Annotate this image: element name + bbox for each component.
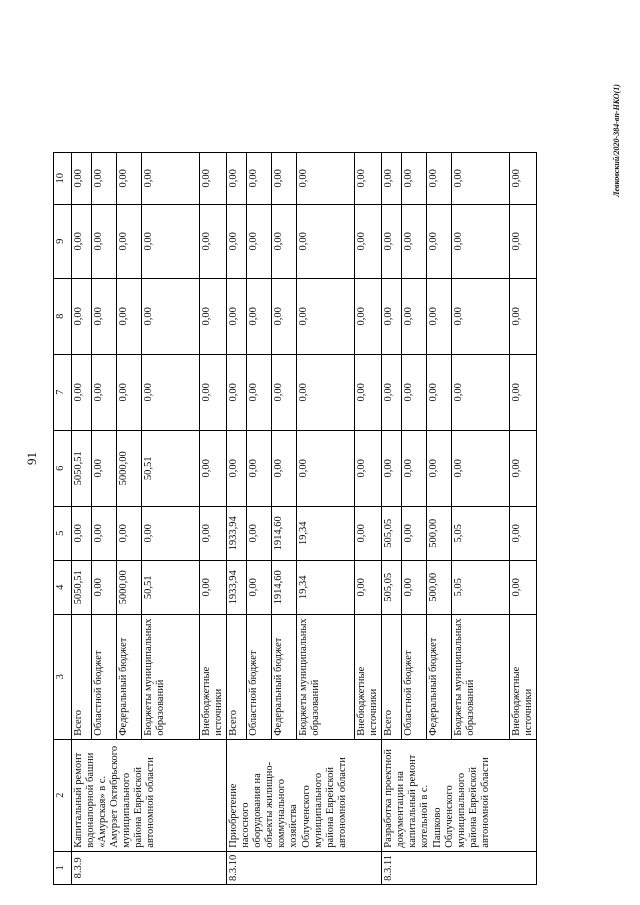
amount-cell: 0,00 [452, 204, 510, 278]
activity-name: Приобретение насосного оборудования на объекты жилищно-коммунального хозяйства Облученского муниципального района Еврейской автономной области [227, 739, 382, 851]
amount-cell: 0,00 [355, 152, 382, 204]
amount-cell: 0,00 [227, 354, 247, 430]
amount-cell: 0,00 [510, 152, 537, 204]
amount-cell: 0,00 [297, 430, 355, 506]
amount-cell: 0,00 [402, 560, 427, 614]
amount-cell: 50,51 [142, 560, 200, 614]
page-number: 91 [24, 452, 39, 465]
funding-source: Федеральный бюджет [117, 614, 142, 739]
col-header: 8 [54, 278, 72, 354]
amount-cell: 0,00 [427, 152, 452, 204]
amount-cell: 0,00 [200, 430, 227, 506]
col-header: 1 [54, 851, 72, 884]
amount-cell: 0,00 [355, 506, 382, 560]
amount-cell: 0,00 [200, 204, 227, 278]
row-code: 8.3.9 [72, 851, 227, 884]
amount-cell: 0,00 [382, 152, 402, 204]
amount-cell: 0,00 [402, 204, 427, 278]
amount-cell: 0,00 [142, 152, 200, 204]
amount-cell: 0,00 [247, 506, 272, 560]
amount-cell: 0,00 [355, 354, 382, 430]
funding-source: Внебюджетные источники [510, 614, 537, 739]
amount-cell: 0,00 [272, 430, 297, 506]
amount-cell: 19,34 [297, 506, 355, 560]
document-footer-code: Левковский/2020-384-вп-НКО(1) [612, 84, 621, 197]
amount-cell: 0,00 [247, 430, 272, 506]
col-header: 2 [54, 739, 72, 851]
amount-cell: 0,00 [272, 152, 297, 204]
amount-cell: 0,00 [297, 354, 355, 430]
table-row [227, 152, 247, 884]
amount-cell: 0,00 [427, 430, 452, 506]
funding-source: Областной бюджет [247, 614, 272, 739]
amount-cell: 0,00 [142, 278, 200, 354]
amount-cell: 5050,51 [72, 430, 92, 506]
amount-cell: 1914,60 [272, 560, 297, 614]
amount-cell: 0,00 [92, 560, 117, 614]
amount-cell: 0,00 [402, 278, 427, 354]
amount-cell: 0,00 [72, 506, 92, 560]
amount-cell: 0,00 [227, 278, 247, 354]
amount-cell: 0,00 [200, 560, 227, 614]
amount-cell: 0,00 [142, 354, 200, 430]
amount-cell: 0,00 [117, 278, 142, 354]
amount-cell: 0,00 [427, 278, 452, 354]
amount-cell: 0,00 [402, 506, 427, 560]
amount-cell: 0,00 [402, 152, 427, 204]
amount-cell: 0,00 [247, 152, 272, 204]
col-header: 10 [54, 152, 72, 204]
amount-cell: 0,00 [117, 354, 142, 430]
amount-cell: 0,00 [452, 430, 510, 506]
amount-cell: 5,05 [452, 506, 510, 560]
amount-cell: 0,00 [200, 506, 227, 560]
funding-table [53, 152, 537, 885]
col-header: 9 [54, 204, 72, 278]
amount-cell: 0,00 [247, 560, 272, 614]
row-code: 8.3.11 [382, 851, 537, 884]
amount-cell: 0,00 [142, 204, 200, 278]
amount-cell: 0,00 [72, 354, 92, 430]
funding-source: Внебюджетные источники [355, 614, 382, 739]
funding-source: Областной бюджет [402, 614, 427, 739]
amount-cell: 0,00 [355, 204, 382, 278]
col-header: 3 [54, 614, 72, 739]
amount-cell: 0,00 [200, 278, 227, 354]
funding-source: Федеральный бюджет [427, 614, 452, 739]
amount-cell: 0,00 [297, 278, 355, 354]
amount-cell: 5050,51 [72, 560, 92, 614]
amount-cell: 0,00 [247, 278, 272, 354]
amount-cell: 0,00 [227, 430, 247, 506]
amount-cell: 0,00 [382, 354, 402, 430]
amount-cell: 0,00 [272, 204, 297, 278]
amount-cell: 1933,94 [227, 506, 247, 560]
amount-cell: 0,00 [92, 204, 117, 278]
amount-cell: 500,00 [427, 560, 452, 614]
table-row [72, 152, 92, 884]
col-header: 7 [54, 354, 72, 430]
row-code: 8.3.10 [227, 851, 382, 884]
amount-cell: 0,00 [200, 152, 227, 204]
amount-cell: 0,00 [92, 506, 117, 560]
amount-cell: 0,00 [510, 506, 537, 560]
amount-cell: 0,00 [402, 430, 427, 506]
activity-name: Разработка проектной документации на капитальный ремонт котельной в с. Пашково Облученского муниципального района Еврейской автономной области [382, 739, 537, 851]
amount-cell: 0,00 [452, 354, 510, 430]
amount-cell: 0,00 [452, 278, 510, 354]
funding-source: Бюджеты муниципальных образований [297, 614, 355, 739]
amount-cell: 0,00 [452, 152, 510, 204]
funding-source: Всего [382, 614, 402, 739]
amount-cell: 0,00 [510, 560, 537, 614]
col-header: 6 [54, 430, 72, 506]
amount-cell: 0,00 [117, 152, 142, 204]
header-row [54, 152, 72, 884]
col-header: 4 [54, 560, 72, 614]
funding-source: Всего [227, 614, 247, 739]
amount-cell: 0,00 [427, 354, 452, 430]
amount-cell: 0,00 [382, 204, 402, 278]
amount-cell: 0,00 [227, 152, 247, 204]
funding-source: Внебюджетные источники [200, 614, 227, 739]
activity-name: Капитальный ремонт водонапорной башни «Амурская» в с. Амурзет Октябрьского муниципального района Еврейской автономной области [72, 739, 227, 851]
amount-cell: 0,00 [142, 506, 200, 560]
funding-source: Областной бюджет [92, 614, 117, 739]
amount-cell: 5000,00 [117, 430, 142, 506]
amount-cell: 0,00 [247, 204, 272, 278]
amount-cell: 0,00 [92, 430, 117, 506]
amount-cell: 0,00 [227, 204, 247, 278]
amount-cell: 0,00 [355, 278, 382, 354]
amount-cell: 0,00 [510, 204, 537, 278]
amount-cell: 0,00 [272, 278, 297, 354]
amount-cell: 500,00 [427, 506, 452, 560]
amount-cell: 0,00 [92, 278, 117, 354]
amount-cell: 0,00 [382, 430, 402, 506]
amount-cell: 19,34 [297, 560, 355, 614]
amount-cell: 1933,94 [227, 560, 247, 614]
amount-cell: 0,00 [72, 278, 92, 354]
amount-cell: 0,00 [92, 152, 117, 204]
amount-cell: 0,00 [402, 354, 427, 430]
amount-cell: 1914,60 [272, 506, 297, 560]
funding-source: Бюджеты муниципальных образований [452, 614, 510, 739]
amount-cell: 5000,00 [117, 560, 142, 614]
amount-cell: 0,00 [117, 506, 142, 560]
amount-cell: 505,05 [382, 506, 402, 560]
amount-cell: 0,00 [355, 560, 382, 614]
col-header: 5 [54, 506, 72, 560]
amount-cell: 0,00 [72, 152, 92, 204]
amount-cell: 0,00 [510, 354, 537, 430]
table-row [382, 152, 402, 884]
amount-cell: 0,00 [247, 354, 272, 430]
amount-cell: 0,00 [92, 354, 117, 430]
amount-cell: 0,00 [200, 354, 227, 430]
funding-source: Всего [72, 614, 92, 739]
funding-source: Бюджеты муниципальных образований [142, 614, 200, 739]
amount-cell: 0,00 [272, 354, 297, 430]
amount-cell: 505,05 [382, 560, 402, 614]
amount-cell: 0,00 [297, 152, 355, 204]
amount-cell: 0,00 [297, 204, 355, 278]
amount-cell: 0,00 [427, 204, 452, 278]
amount-cell: 0,00 [117, 204, 142, 278]
amount-cell: 0,00 [72, 204, 92, 278]
amount-cell: 0,00 [510, 430, 537, 506]
amount-cell: 0,00 [510, 278, 537, 354]
amount-cell: 50,51 [142, 430, 200, 506]
amount-cell: 0,00 [382, 278, 402, 354]
amount-cell: 5,05 [452, 560, 510, 614]
funding-source: Федеральный бюджет [272, 614, 297, 739]
amount-cell: 0,00 [355, 430, 382, 506]
